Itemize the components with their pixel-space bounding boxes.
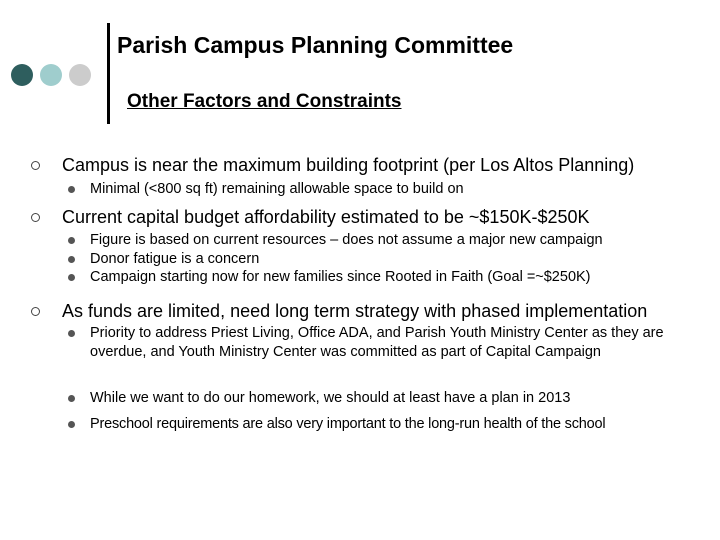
- sub-bullet-2-1: Figure is based on current resources – does not assume a major new campaign: [90, 232, 603, 248]
- bullet-1: Campus is near the maximum building footprint (per Los Altos Planning): [62, 155, 635, 175]
- sub-bullet-2-2: Donor fatigue is a concern: [90, 251, 260, 267]
- dot-teal: [40, 64, 62, 86]
- sub-bullet-marker: [68, 274, 75, 281]
- bullet-marker-3: [31, 307, 40, 316]
- sub-bullet-3-2: While we want to do our homework, we should at least have a plan in 2013: [90, 390, 571, 406]
- sub-bullet-marker: [68, 395, 75, 402]
- dot-gray: [69, 64, 91, 86]
- sub-bullet-marker: [68, 330, 75, 337]
- sub-bullet-marker: [68, 421, 75, 428]
- dot-dark: [11, 64, 33, 86]
- slide-title: Parish Campus Planning Committee: [117, 32, 514, 58]
- sub-bullet-marker: [68, 186, 75, 193]
- header-divider: [107, 23, 110, 124]
- decorative-dots: [0, 64, 100, 86]
- sub-bullet-2-3: Campaign starting now for new families since Rooted in Faith (Goal =~$250K): [90, 269, 591, 285]
- sub-bullet-1-1: Minimal (<800 sq ft) remaining allowable space to build on: [90, 181, 464, 197]
- bullet-marker-1: [31, 161, 40, 170]
- sub-bullet-marker: [68, 256, 75, 263]
- sub-bullet-3-1: Priority to address Priest Living, Office ADA, and Parish Youth Ministry Center as they are overdue, and Youth Ministry Center was committed as part of Capital Campaign: [90, 325, 664, 360]
- sub-bullet-3-3: Preschool requirements are also very important to the long-run health of the school: [90, 416, 606, 432]
- bullet-2: Current capital budget affordability estimated to be ~$150K-$250K: [62, 207, 590, 227]
- slide-subtitle: Other Factors and Constraints: [127, 91, 402, 112]
- bullet-marker-2: [31, 213, 40, 222]
- sub-bullet-marker: [68, 237, 75, 244]
- bullet-3: As funds are limited, need long term strategy with phased implementation: [62, 301, 648, 321]
